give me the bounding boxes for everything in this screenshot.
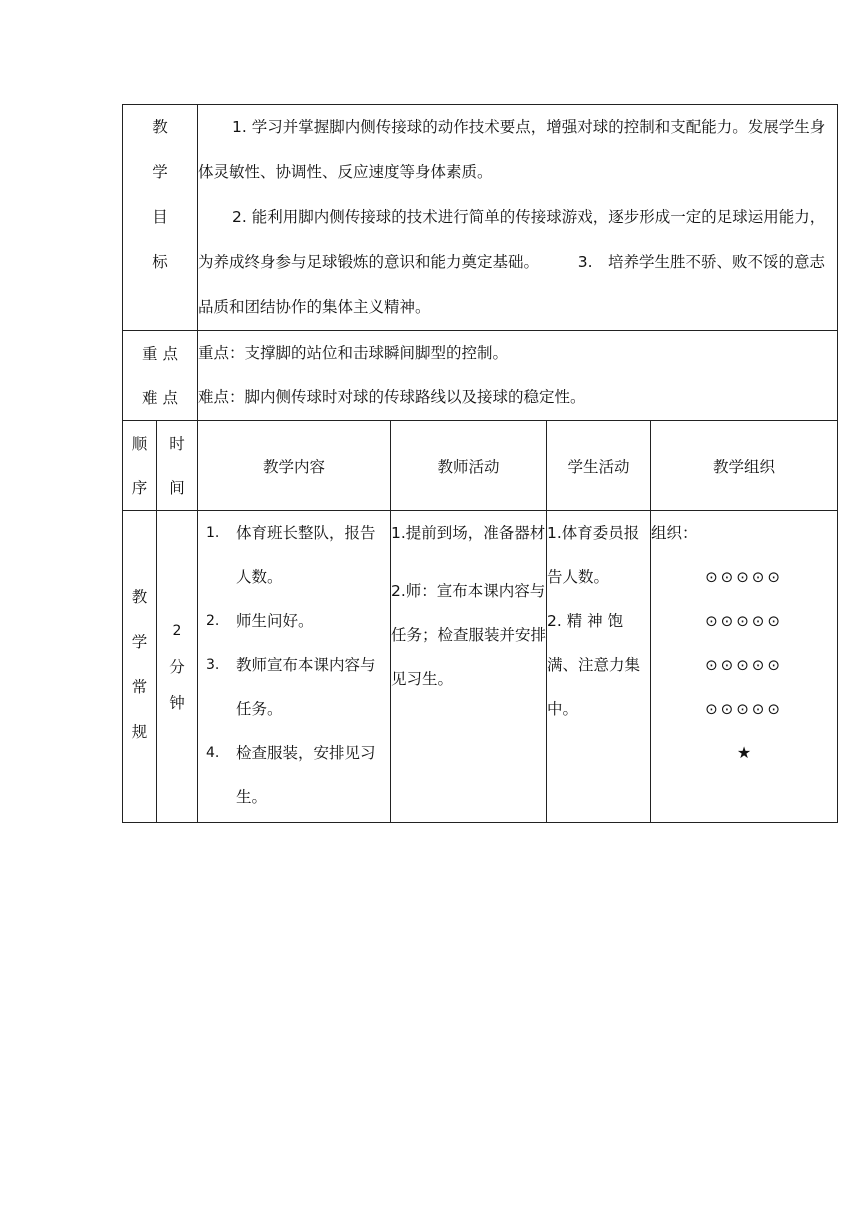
- difficulty-label: 难 点: [142, 389, 178, 407]
- header-time-char: 间: [169, 478, 185, 497]
- routine-row: [123, 511, 838, 823]
- routine-content: [198, 511, 391, 823]
- objective-1: 1. 学习并掌握脚内侧传接球的动作技术要点，增强对球的控制和支配能力。发展学生身体灵敏性、协调性、反应速度等身体素质。: [198, 118, 826, 181]
- objectives-content: [198, 105, 838, 331]
- content-list: [198, 511, 390, 819]
- header-student: 学生活动: [547, 421, 651, 511]
- routine-time-char: 分: [169, 657, 185, 676]
- routine-teacher-activity: [391, 511, 547, 823]
- difficulty-text: 难点：脚内侧传球时对球的传球路线以及接球的稳定性。: [198, 388, 586, 406]
- key-label: 重 点: [142, 345, 178, 363]
- teacher-activity-2: 2.师：宣布本课内容与任务；检查服装并安排见习生。: [391, 582, 547, 688]
- routine-time: [157, 511, 198, 823]
- header-sequence-char: 序: [131, 478, 148, 497]
- list-item: 3. 教师宣布本课内容与任务。: [206, 656, 376, 718]
- header-organization: 教学组织: [651, 421, 838, 511]
- student-activity-2: 2. 精 神 饱 满、注意力集中。: [547, 612, 641, 718]
- student-activity-1: 1.体育委员报告人数。: [547, 524, 640, 586]
- routine-label-char: 常: [131, 677, 148, 696]
- routine-organization: [651, 511, 838, 823]
- objectives-label-char: 目: [152, 208, 168, 226]
- header-sequence-char: 顺: [131, 434, 148, 453]
- teacher-star-icon: ★: [736, 743, 752, 762]
- formation-row: ⊙⊙⊙⊙⊙: [705, 568, 783, 586]
- teacher-activity-1: 1.提前到场，准备器材: [391, 524, 546, 542]
- key-points-row: [123, 331, 838, 421]
- routine-label-char: 学: [131, 632, 148, 651]
- objectives-label: [123, 105, 198, 331]
- list-item: 1. 体育班长整队，报告人数。: [206, 524, 376, 586]
- formation-row: ⊙⊙⊙⊙⊙: [705, 700, 783, 718]
- objective-2-3: 2. 能利用脚内侧传接球的技术进行简单的传接球游戏，逐步形成一定的足球运用能力，为养成终身参与足球锻炼的意识和能力奠定基础。 3. 培养学生胜不骄、败不馁的意志品质和团结协作的集体主义精神。: [198, 208, 826, 316]
- objectives-label-char: 标: [152, 253, 168, 271]
- list-item: 4. 检查服装，安排见习生。: [206, 744, 376, 806]
- formation-row: ⊙⊙⊙⊙⊙: [705, 612, 783, 630]
- organization-label: 组织：: [651, 524, 698, 542]
- header-sequence: [123, 421, 157, 511]
- objectives-label-char: 教: [152, 118, 168, 136]
- routine-time-char: 钟: [169, 693, 185, 712]
- routine-label: [123, 511, 157, 823]
- objectives-row: [123, 105, 838, 331]
- formation-row: ⊙⊙⊙⊙⊙: [705, 656, 783, 674]
- routine-label-char: 教: [131, 587, 148, 606]
- routine-label-char: 规: [131, 722, 148, 741]
- header-row: [123, 421, 838, 511]
- key-points-content: [198, 331, 838, 421]
- key-point-text: 重点：支撑脚的站位和击球瞬间脚型的控制。: [198, 344, 509, 362]
- lesson-plan-table: [122, 104, 838, 823]
- header-time-char: 时: [169, 434, 185, 453]
- routine-time-char: 2: [172, 622, 182, 639]
- header-time: [157, 421, 198, 511]
- header-teacher: 教师活动: [391, 421, 547, 511]
- objectives-label-char: 学: [152, 163, 168, 181]
- list-item: 2. 师生问好。: [206, 612, 314, 630]
- header-content: 教学内容: [198, 421, 391, 511]
- routine-student-activity: [547, 511, 651, 823]
- key-points-label: [123, 331, 198, 421]
